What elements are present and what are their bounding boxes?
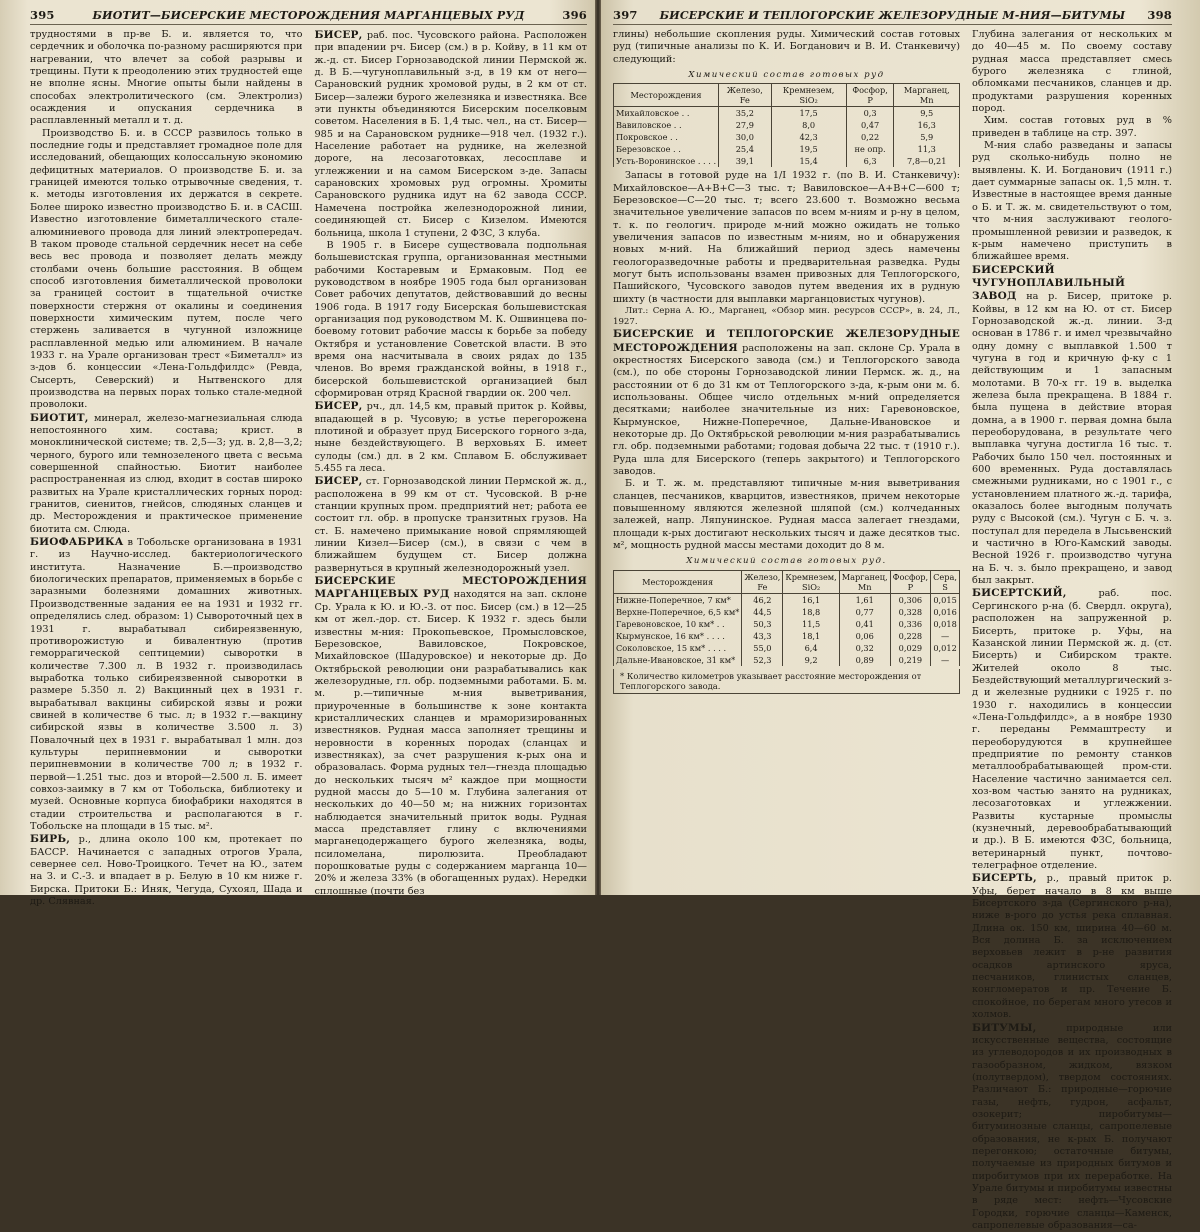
chemical-composition-table-2 bbox=[613, 570, 960, 666]
paragraph bbox=[613, 328, 960, 478]
table-cell: Покровское . . bbox=[614, 131, 719, 143]
table-cell: 42,3 bbox=[771, 131, 846, 143]
entry-headword: БИСЕРТЬ, bbox=[972, 872, 1037, 884]
left-header-title: БИОТИТ—БИСЕРСКИЕ МЕСТОРОЖДЕНИЯ МАРГАНЦЕВЫХ РУД bbox=[93, 9, 525, 22]
table-cell: 18,8 bbox=[783, 606, 839, 618]
table-row bbox=[614, 630, 960, 642]
table-cell: 11,3 bbox=[894, 143, 960, 155]
table-cell: 19,5 bbox=[771, 143, 846, 155]
table-cell: 39,1 bbox=[719, 155, 772, 167]
table-cell: 46,2 bbox=[742, 593, 783, 606]
table-row bbox=[614, 155, 960, 167]
literature-reference bbox=[613, 306, 960, 328]
table-cell: 7,8—0,21 bbox=[894, 155, 960, 167]
table-header-cell: Марганец, Mn bbox=[839, 570, 890, 593]
paragraph-text: трудностями в пр-ве Б. и. является то, что сердечник и оболочка по-разному расширяются при нагревании, что влечет за собой разрывы и трещины. Пути к преодолению этих трудностей еще не вполне ясны. Многие опыты были найдены в способах электролитического (см. Электролиз) осаждения и опускания сердечника в расплавленный металл и т. д. bbox=[30, 29, 303, 126]
table-cell: 30,0 bbox=[719, 131, 772, 143]
paragraph bbox=[30, 128, 303, 412]
table-header-cell: Марганец, Mn bbox=[894, 84, 960, 107]
page-number-397: 397 bbox=[613, 8, 638, 22]
table-header-cell: Месторождения bbox=[614, 570, 742, 593]
table-cell: 0,018 bbox=[931, 618, 960, 630]
entry-headword: БИСЕР, bbox=[315, 475, 363, 487]
table-cell: 11,5 bbox=[783, 618, 839, 630]
table-header-cell: Месторождения bbox=[614, 84, 719, 107]
table-header-cell: Кремнезем, SiO₂ bbox=[771, 84, 846, 107]
table-row bbox=[614, 606, 960, 618]
paragraph-text: ст. Горнозаводской линии Пермской ж. д., расположена в 99 км от ст. Чусовской. В р-не станции крупных пром. предприятий нет; работа ее состоит гл. обр. в пропуске транзитных грузов. На ст. Б. намечено примыкание новой спрямляющей линии Кизел—Бисер (см.), в связи с чем в ближайшем будущем ст. Бисер должна развернуться в крупный железнодорожный узел. bbox=[315, 476, 588, 573]
table-cell: 9,2 bbox=[783, 654, 839, 666]
table-cell: 35,2 bbox=[719, 107, 772, 120]
text-column bbox=[315, 29, 588, 889]
right-header-title: БИСЕРСКИЕ И ТЕПЛОГОРСКИЕ ЖЕЛЕЗОРУДНЫЕ М-НИЯ—БИТУМЫ bbox=[660, 9, 1126, 22]
paragraph-text: М-ния слабо разведаны и запасы руд сколько-нибудь полно не выявлены. К. И. Богданович (1911 г.) дает суммарные запасы ок. 1,5 млн. т. Известные в настоящее время данные о Б. и Т. ж. м. свидетельствуют о том, что м-ния заслуживают геолого-промышленной ревизии и разведок, к к-рым намечено приступить в ближайшее время. bbox=[972, 140, 1172, 262]
table-cell: 6,3 bbox=[846, 155, 894, 167]
table-cell: Кырмунское, 16 км* . . . . bbox=[614, 630, 742, 642]
table-cell: 0,336 bbox=[890, 618, 931, 630]
table-cell: 0,22 bbox=[846, 131, 894, 143]
page-number-396: 396 bbox=[562, 8, 587, 22]
entry-headword: БИОФАБРИКА bbox=[30, 536, 123, 548]
paragraph-text: Глубина залегания от нескольких м до 40—45 м. По своему составу рудная масса представляет смесь бурого железняка с глиной, обломками песчаников, сланцев и др. продуктами разрушения коренных пород. bbox=[972, 29, 1172, 114]
table-header-cell: Железо, Fe bbox=[719, 84, 772, 107]
table-cell: Соколовское, 15 км* . . . . bbox=[614, 642, 742, 654]
table-cell: Дальне-Ивановское, 31 км* bbox=[614, 654, 742, 666]
table-row bbox=[614, 143, 960, 155]
table-cell: 0,328 bbox=[890, 606, 931, 618]
table-row bbox=[614, 593, 960, 606]
table-cell: 0,015 bbox=[931, 593, 960, 606]
entry-headword: БИСЕР, bbox=[315, 29, 363, 41]
paragraph bbox=[315, 240, 588, 400]
right-page bbox=[597, 0, 1200, 895]
table-cell: не опр. bbox=[846, 143, 894, 155]
paragraph bbox=[972, 140, 1172, 263]
table-cell: 0,228 bbox=[890, 630, 931, 642]
page-number-395: 395 bbox=[30, 8, 55, 22]
table-cell: 5,9 bbox=[894, 131, 960, 143]
paragraph bbox=[972, 264, 1172, 588]
table-cell: Михайловское . . bbox=[614, 107, 719, 120]
table-cell: Гаревоновское, 10 км* . . bbox=[614, 618, 742, 630]
paragraph-text: Запасы в готовой руде на 1/I 1932 г. (по В. И. Станкевичу): Михайловское—A+B+C—3 тыс. т; Вавиловское—A+B+C—600 т; Березовское—C—20 тыс. т; всего 23.600 т. Возможно весьма значительное увеличение запасов по всем м-ниям и р-ну в целом, т. к. по геологич. природе м-ний можно ожидать не только увеличения запасов по известным м-ниям, но и обнаружения новых м-ний. На ближайший период здесь намечены геологоразведочные работы и предварительная разведка. Руды могут быть использованы взамен привозных для Теплогорского, Пашийского, Чусовского заводов путем введения их в рудную шихту (в частности для выплавки марганцовистых чугунов). bbox=[613, 170, 960, 304]
table-cell: 0,219 bbox=[890, 654, 931, 666]
paragraph bbox=[315, 575, 588, 898]
paragraph-text: Б. и Т. ж. м. представляют типичные м-ния выветривания сланцев, песчаников, кварцитов, известняков, причем некоторые повышенному являются железной шляпой (см.) колчеданных залежей, напр. Ляпунинское. Рудная масса залегает гнездами, площади к-рых достигают нескольких тысяч и даже десятков тыс. м², мощность рудной массы местами доходит до 8 м. bbox=[613, 478, 960, 551]
chemical-composition-table bbox=[613, 83, 960, 167]
table-row bbox=[614, 107, 960, 120]
table-header-cell: Железо, Fe bbox=[742, 570, 783, 593]
paragraph bbox=[613, 478, 960, 552]
table-cell: 44,5 bbox=[742, 606, 783, 618]
paragraph-text: Хим. состав готовых руд в % приведен в таблице на стр. 397. bbox=[972, 115, 1172, 138]
entry-headword: БИСЕРСКИЕ МЕСТОРОЖДЕНИЯ МАРГАНЦЕВЫХ РУД bbox=[315, 575, 588, 600]
table-cell: Березовское . . bbox=[614, 143, 719, 155]
book-gutter bbox=[595, 0, 601, 895]
paragraph-text: природные или искусственные вещества, состоящие из углеводородов и их производных в газообразном, жидком, вязком (полутвердом), твердом состояниях. Различают Б.: природные—горючие газы, нефть, гудрон, асфальт, озокерит; пиробитумы—битуминозные сланцы, сапропелевые образования, не к-рых Б. получают перегонкою; остаточные битумы, получаемые из природных битумов и пиробитумов при их переработке. На Урале битумы и пиробитумы известны в ряде мест: нефть—Чусовские Городки, горючие сланцы—Каменск, сапропелевые образования—са- bbox=[972, 1023, 1172, 1232]
table-cell: 0,41 bbox=[839, 618, 890, 630]
text-column bbox=[613, 29, 960, 889]
entry-headword: БИСЕР, bbox=[315, 400, 363, 412]
table-cell: 17,5 bbox=[771, 107, 846, 120]
entry-headword: БИСЕРТСКИЙ, bbox=[972, 587, 1067, 599]
paragraph bbox=[972, 872, 1172, 1021]
table-title: Химический состав готовых руд bbox=[613, 69, 960, 81]
paragraph bbox=[30, 833, 303, 908]
text-column bbox=[972, 29, 1172, 889]
paragraph bbox=[972, 115, 1172, 140]
table-row bbox=[614, 131, 960, 143]
paragraph-text: рч., дл. 14,5 км, правый приток р. Койвы, впадающей в р. Чусовую; в устье перегорожена плотиной и образует пруд Бисерского горного з-да, ныне бездействующего. В верховьях Б. имеет сулоды (см.) дл. в 2 км. Сплавом Б. обслуживает 5.455 га леса. bbox=[315, 401, 588, 474]
entry-headword: БИСЕРСКИЙ ЧУГУНОПЛАВИЛЬНЫЙ ЗАВОД bbox=[972, 264, 1125, 303]
table-cell: 0,3 bbox=[846, 107, 894, 120]
table-cell: — bbox=[931, 630, 960, 642]
paragraph bbox=[315, 29, 588, 240]
paragraph-text: р., длина около 100 км, протекает по БАССР. Начинается с западных отрогов Урала, севернее сел. Ново-Троицкого. Течет на Ю., затем на З. и С.-З. и впадает в р. Белую в 10 км ниже г. Бирска. Притоки Б.: Иняк, Чегуда, Сухоял, Шада и др. Слявная. bbox=[30, 834, 303, 907]
table-cell: 0,029 bbox=[890, 642, 931, 654]
table-header-cell: Сера, S bbox=[931, 570, 960, 593]
table-row bbox=[614, 618, 960, 630]
paragraph bbox=[315, 400, 588, 475]
table-cell: 16,1 bbox=[783, 593, 839, 606]
table-row bbox=[614, 119, 960, 131]
table-cell: Усть-Воронинское . . . . bbox=[614, 155, 719, 167]
table-cell: 0,016 bbox=[931, 606, 960, 618]
paragraph-text: расположены на зап. склоне Ср. Урала в окрестностях Бисерского завода (см.) и Теплогорского завода (см.), по обе стороны Горнозаводской линии Пермск. ж. д., на расстоянии от 6 до 31 км от Теплогорского з-да, к-рым они м. б. использованы. Общее число отдельных м-ний определяется десятками; наиболее значительные из них: Гаревоновское, Кырмунское, Нижне-Поперечное, Дальне-Ивановское и некоторые др. До Октябрьской революции м-ния разрабатывались гл. обр. подземными работами; годовая добыча 22 тыс. т (1910 г.). Руда шла для Бисерского (теперь закрытого) и Теплогорского заводов. bbox=[613, 343, 960, 477]
table-row bbox=[614, 654, 960, 666]
table-cell: 0,47 bbox=[846, 119, 894, 131]
table-header-cell: Кремнезем, SiO₂ bbox=[783, 570, 839, 593]
table-cell: 0,012 bbox=[931, 642, 960, 654]
table-cell: 0,06 bbox=[839, 630, 890, 642]
entry-headword: БИТУМЫ, bbox=[972, 1022, 1037, 1034]
paragraph bbox=[315, 475, 588, 575]
table-cell: 1,61 bbox=[839, 593, 890, 606]
paragraph-text: на р. Бисер, притоке р. Койвы, в 12 км на Ю. от ст. Бисер Горнозаводской ж.-д. линии. З-д основан в 1786 г. и имел чрезвычайно одну домну с выплавкой 1.500 т чугуна в год и кричную ф-ку с 1 действующим и 1 запасным молотами. В 70-х гг. 19 в. выделка железа была прекращена. В 1884 г. была пущена в действие вторая домна, а в 1900 г. первая домна была переоборудована, в результате чего выплавка чугуна достигла 16 тыс. т. Рабочих было 150 чел. постоянных и 600 временных. Руда доставлялась смежными рудниками, но с 1901 г., с установлением платного ж.-д. тарифа, оказалось более выгодным получать руду с Высокой (см.). Чугун с Б. ч. з. поступал для передела в Лысьвенский и частично в Юго-Камский заводы. Весной 1926 г. производство чугуна на Б. ч. з. было прекращено, и завод был закрыт. bbox=[972, 291, 1172, 586]
paragraph-text: Производство Б. и. в СССР развилось только в последние годы и представляет громадное поле для исследований, обещающих колоссальную экономию дефицитных материалов. О производстве Б. и. за границей имеются только отрывочные сведения, т. к. методы изготовления их держатся в секрете. Более широко известно производство Б. и. в САСШ. Известно изготовление биметаллического стале-алюминиевого провода для линий электропередач. В таком проводе стальной сердечник несет на себе весь вес провода и позволяет делать между столбами очень большие расстояния. В общем способ изготовления биметаллической проволоки за границей состоит в тщательной очистке поверхности стержня от окалины и соединения поверхности химическим путем, после чего стержень заливается в чугунной изложнице расплавленной медью или алюминием. В начале 1933 г. на Урале организован трест «Биметалл» из з-дов б. концессии «Лена-Гольдфилдс» (Ревда, Сысерть, Северский) и Нытвенского для производства на первых порах только стале-медной проволоки. bbox=[30, 128, 303, 411]
table-row bbox=[614, 642, 960, 654]
table-cell: Вавиловское . . bbox=[614, 119, 719, 131]
entry-headword: БИРЬ, bbox=[30, 833, 70, 845]
paragraph-text: раб. пос. Чусовского района. Расположен при впадении рч. Бисер (см.) в р. Койву, в 11 км от ж.-д. ст. Бисер Горнозаводской линии Пермской ж. д. В Б.—чугуноплавильный з-д, в 19 км от него—Сарановский рудник хромовой руды, в 2 км от ст. Бисер—залежи бурого железняка и известняка. Все эти пункты объединяются Бисерским поселковым советом. Населения в Б. 1,4 тыс. чел., на ст. Бисер—985 и на Сарановском руднике—918 чел. (1932 г.). Население работает на руднике, на железной дороге, на лесозаготовках, лесосплаве и углежжении и на самом Бисерском з-де. Запасы сарановских хромовых руд огромны. Хромиты Сарановского рудника идут на 62 завода СССР. Намечена постройка железнодорожной линии, соединяющей ст. Бисер с Кизелом. Имеются больница, школа 1 ступени, 2 ФЗС, 3 клуба. bbox=[315, 30, 588, 239]
table-header-cell: Фосфор, P bbox=[890, 570, 931, 593]
table-cell: 0,32 bbox=[839, 642, 890, 654]
table-cell: 52,3 bbox=[742, 654, 783, 666]
right-running-head bbox=[613, 8, 1172, 25]
table-cell: 0,77 bbox=[839, 606, 890, 618]
paragraph-text: Лит.: Серна А. Ю., Марганец, «Обзор мин. ресурсов СССР», в. 24, Л., 1927. bbox=[613, 306, 960, 327]
left-page bbox=[0, 0, 597, 895]
table-cell: 15,4 bbox=[771, 155, 846, 167]
table-footnote: * Количество километров указывает расстояние месторождения от Теплогорского завода. bbox=[613, 669, 960, 694]
left-running-head bbox=[30, 8, 587, 25]
page-number-398: 398 bbox=[1147, 8, 1172, 22]
entry-headword: БИОТИТ, bbox=[30, 412, 89, 424]
table-cell: 6,4 bbox=[783, 642, 839, 654]
paragraph bbox=[30, 29, 303, 128]
table-cell: 43,3 bbox=[742, 630, 783, 642]
text-column bbox=[30, 29, 303, 889]
table-cell: 16,3 bbox=[894, 119, 960, 131]
table-cell: 55,0 bbox=[742, 642, 783, 654]
table-cell: Верхне-Поперечное, 6,5 км* bbox=[614, 606, 742, 618]
paragraph-text: находятся на зап. склоне Ср. Урала к Ю. и Ю.-З. от пос. Бисер (см.) в 12—25 км от жел.-дор. ст. Бисер. К 1932 г. здесь были известны м-ния: Прокопьевское, Промысловское, Березовское, Вавиловское, Покровское, Михайловское (Шадуровское) и некоторые др. До Октябрьской революции они разрабатывались как железорудные, гл. обр. подземными работами. Б. м. м. р.—типичные м-ния выветривания, приуроченные в большинстве к зоне контакта кристаллических сланцев и мраморизированных известняков. Рудная масса заполняет трещины и неровности в коренных породах (сланцах и известняках), за счет разрушения к-рых она и образовалась. Форма рудных тел—гнезда площадью до нескольких тысяч м² каждое при мощности рудной массы до 5—10 м. Глубина залегания от нескольких до 40—50 м; на нижних горизонтах наблюдается значительный приток воды. Рудная масса представляет глину с включениями марганецодержащего бурого железняка, воды, псиломелана, пиролюзита. Преобладают порошковатые руды с содержанием марганца 10—20% и железа 33% (в обогащенных рудах). Нередки сплошные (почти без bbox=[315, 589, 588, 896]
table-cell: Нижне-Поперечное, 7 км* bbox=[614, 593, 742, 606]
paragraph bbox=[30, 536, 303, 833]
table-cell: 18,1 bbox=[783, 630, 839, 642]
paragraph: глины) небольшие скопления руды. Химический состав готовых руд (типичные анализы по К. И. Богданович и В. И. Станкевичу) следующий: bbox=[613, 29, 960, 66]
table-cell: 50,3 bbox=[742, 618, 783, 630]
paragraph bbox=[972, 29, 1172, 115]
paragraph bbox=[972, 1022, 1172, 1232]
table-cell: 0,306 bbox=[890, 593, 931, 606]
paragraph-text: р., правый приток р. Уфы, берет начало в 8 км выше Бисертского з-да (Сергинского р-на), ниже в-рого до устья река сплавная. Длина ок. 150 км, ширина 40—60 м. Вся долина Б. за исключением верховьев лежит в р-не развития осадков артинского яруса, песчаников, глинистых сланцев, конгломератов и пр. Течение Б. спокойное, по берегам много утесов и холмов. bbox=[972, 873, 1172, 1020]
table-title: Химический состав готовых руд. bbox=[613, 555, 960, 567]
paragraph-text: в Тобольске организована в 1931 г. из Научно-исслед. бактериологического института. Назначение Б.—производство биологических препаратов, применяемых в борьбе с заразными болезнями домашних животных. Производственные задания ее на 1931 и 1932 гг. определялись след. образом: 1) Сывороточный цех в 1931 г. вырабатывал сибиреязвенную, противорожистую и бивалентную (против геморрагической септицемии) сыворотки в количестве 7.300 л. В 1932 г. производилась выработка только сибиреязвенной сыворотки в размере 5.350 л. 2) Вакцинный цех в 1931 г. вырабатывал вакцины сибирской язвы и рожи свиней в количестве 6 тыс. л; в 1932 г.—вакцину сибирской язвы в количестве 3.500 л. 3) Повалочный цех в 1931 г. вырабатывал 1 млн. доз культуры перипневмонии и сыворотки перипневмонии в количестве 700 л; в 1932 г. первой—1.251 тыс. доз и второй—2.500 л. Б. имеет совхоз-заимку в 7 км от Тобольска, библиотеку и музей. Основные корпуса биофабрики находятся в стадии строительства и располагаются в г. Тобольске на площади в 15 тыс. м². bbox=[30, 537, 303, 832]
paragraph bbox=[972, 587, 1172, 872]
left-columns bbox=[30, 29, 587, 889]
paragraph-text: раб. пос. Сергинского р-на (б. Свердл. округа), расположен на запруженной р. Бисерть, притоке р. Уфы, на Казанской линии Пермской ж. д. (ст. Бисерть) и Сибирском тракте. Жителей около 8 тыс. Бездействующий металлургический з-д и железные рудники с 1925 г. по 1930 г. находились в концессии «Лена-Гольдфилдс», а в ноябре 1930 г. переданы Реммаштресту и переоборудуются в крупнейшее предприятие по ремонту станков металлообрабатывающей пром-сти. Население частично занимается сел. хоз-вом частью занято на рудниках, лесозаготовках и углежжении. Развиты кустарные промыслы (кузнечный, деревообрабатывающий и др.). В Б. имеются ФЗС, больница, ветеринарный пункт, почтово-телеграфное отделение. bbox=[972, 588, 1172, 871]
table-cell: 9,5 bbox=[894, 107, 960, 120]
table-cell: 25,4 bbox=[719, 143, 772, 155]
entry-headword: БИСЕРСКИЕ И ТЕПЛОГОРСКИЕ ЖЕЛЕЗОРУДНЫЕ МЕСТОРОЖДЕНИЯ bbox=[613, 328, 960, 353]
table-cell: 27,9 bbox=[719, 119, 772, 131]
right-columns bbox=[613, 29, 1172, 889]
table-cell: 8,0 bbox=[771, 119, 846, 131]
table-cell: — bbox=[931, 654, 960, 666]
table-header-cell: Фосфор, P bbox=[846, 84, 894, 107]
table-cell: 0,89 bbox=[839, 654, 890, 666]
paragraph-text: В 1905 г. в Бисере существовала подпольная большевистская группа, организованная местными рабочими Костаревым и Ермаковым. Под ее руководством в ноябре 1905 года был организован Совет рабочих депутатов, действовавший до весны 1906 года. В 1917 году Бисерская большевистская организация под руководством М. К. Ошвинцева по-боевому готовит рабочие массы к борьбе за победу Октября и установление Советской власти. В это время она насчитывала в своих рядах до 135 членов. Во время гражданской войны, в 1918 г., бисерской большевистской организацией был сформирован отряд Красной гвардии ок. 200 чел. bbox=[315, 240, 588, 399]
paragraph bbox=[30, 412, 303, 536]
paragraph bbox=[613, 170, 960, 306]
paragraph-text: минерал, железо-магнезиальная слюда непостоянного хим. состава; крист. в моноклинической системе; тв. 2,5—3; уд. в. 2,8—3,2; черного, бурого или темнозеленого цвета с весьма совершенной спайностью. Биотит наиболее распространенная из слюд, входит в состав широко развитых на Урале кристаллических горных пород: гранитов, сиенитов, гнейсов, слюдяных сланцев и др. Месторождения и практическое применение биотита см. Слюда. bbox=[30, 413, 303, 535]
